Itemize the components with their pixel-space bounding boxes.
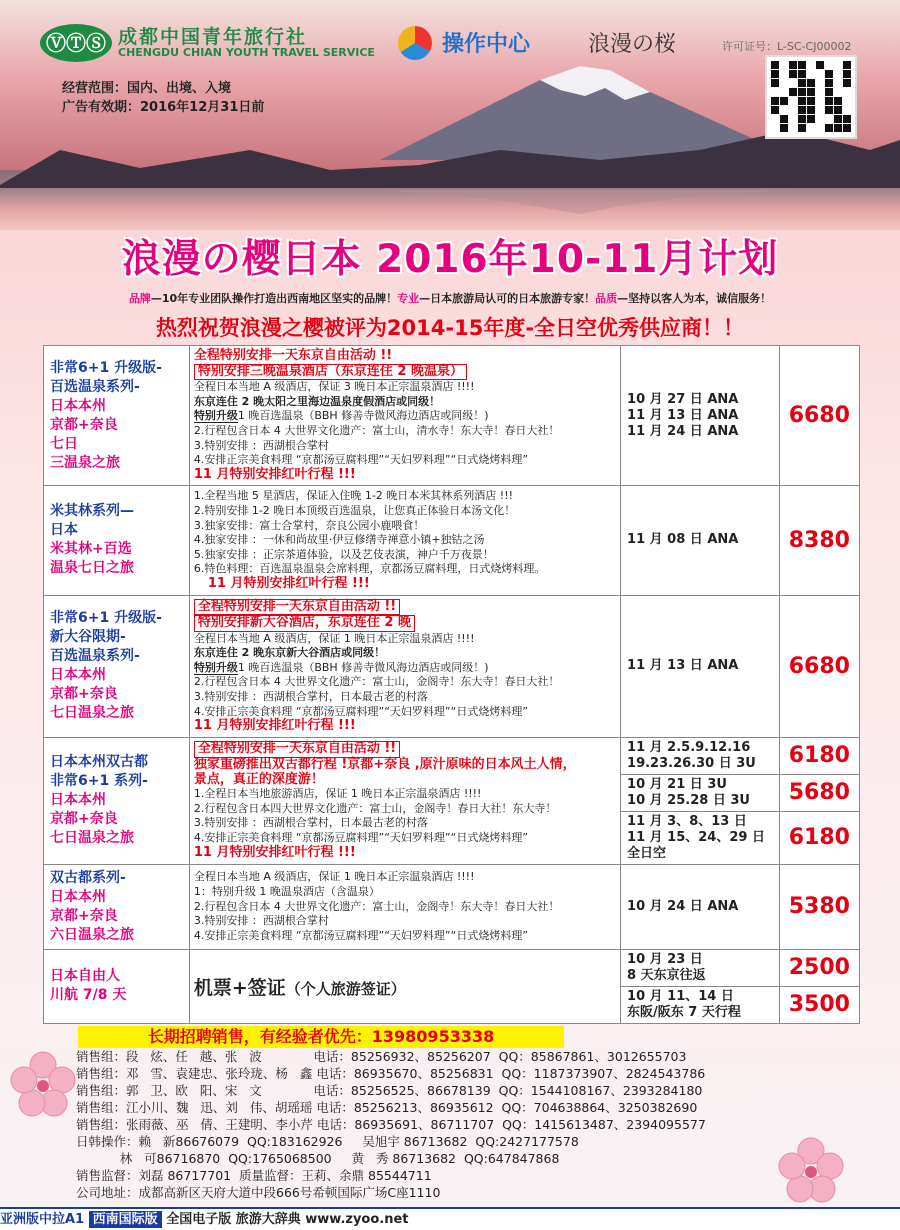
tour-detail-line: 独家重磅推出双古都行程 !京都+奈良 ,原汁原味的日本风土人情， bbox=[193, 757, 576, 773]
contact-line: 林 可86716870 QQ:1765068500 黄 秀 86713682 QQ:647847868 bbox=[76, 1151, 560, 1166]
departure-dates bbox=[621, 986, 780, 1023]
tour-detail-line: 2.行程包含日本 4 大世界文化遗产：富士山，清水寺！东大寺！春日大社！ bbox=[193, 423, 560, 437]
tour-detail-line: 4.安排正宗美食料理 “京都汤豆腐料理”“天妇罗料理”“日式烧烤料理” bbox=[193, 831, 529, 845]
tour-detail-line: 全程日本当地 A 级酒店，保证 1 晚日本正宗温泉酒店 !!!! bbox=[193, 870, 475, 884]
tour-name-line: 七日温泉之旅 bbox=[50, 830, 134, 847]
tour-detail-cell bbox=[189, 737, 620, 864]
departure-line: 10 月 11、14 日 bbox=[627, 988, 734, 1004]
tour-detail-line: 1：特别升级 1 晚温泉酒店（含温泉） bbox=[193, 884, 380, 898]
tour-detail-line bbox=[194, 409, 616, 424]
departure-line: 11 月 24 日 ANA bbox=[627, 423, 739, 439]
tour-price: 3500 bbox=[779, 986, 859, 1023]
slogan-keyword: 品质 bbox=[595, 292, 618, 305]
tour-name-line: 七日 bbox=[50, 435, 78, 452]
departure-line: 11 月 15、24、29 日 bbox=[627, 829, 765, 845]
contact-line: 销售组：江小川、魏 迅、刘 伟、胡瑶瑶 电话：85256213、86935612 QQ：704638864、3250382690 bbox=[76, 1100, 698, 1115]
slogan-keyword: 专业 bbox=[397, 292, 420, 305]
recruitment-banner: 长期招聘销售，有经验者优先：13980953338 bbox=[78, 1026, 564, 1048]
tour-name-cell bbox=[44, 949, 190, 1023]
tour-detail-line: 6.特色料理：百选温泉温泉会席料理，京都汤豆腐料理，日式烧烤料理。 bbox=[193, 562, 546, 576]
slogan-keyword: 品牌 bbox=[128, 292, 151, 305]
departure-line: 11 月 08 日 ANA bbox=[627, 532, 739, 548]
tour-name-line: 七日温泉之旅 bbox=[50, 705, 134, 722]
tour-detail-line: 3.特别安排 ：西湖根合掌村 bbox=[193, 438, 329, 452]
tour-name-line: 温泉七日之旅 bbox=[50, 560, 134, 577]
contact-line: 销售监督：刘磊 86717701 质量监督：王莉、余鼎 85544711 bbox=[76, 1168, 432, 1183]
departure-line: 10 月 27 日 ANA bbox=[627, 391, 739, 407]
contact-line: 销售组：张雨薇、巫 倩、王建明、李小芹 电话：86935691、86711707 QQ：1415613487、2394095577 bbox=[76, 1117, 706, 1132]
tour-detail-line: 3.特别安排 ：西湖根合掌村，日本最古老的村落 bbox=[193, 690, 428, 704]
tour-name-line: 京都+奈良 bbox=[50, 907, 118, 924]
departure-line: 11 月 2.5.9.12.16 bbox=[627, 739, 751, 755]
highlight-box: 全程特别安排一天东京自由活动 !! bbox=[194, 741, 400, 758]
tour-price: 8380 bbox=[779, 486, 859, 595]
sakura-flower-icon bbox=[776, 1136, 846, 1206]
ad-validity: 广告有效期：2016年12月31日前 bbox=[62, 100, 265, 115]
agency-name-cn: 成都中国青年旅行社 bbox=[118, 26, 308, 48]
footer-title: 全国电子版 旅游大辞典 bbox=[166, 1212, 301, 1227]
departure-line: 19.23.26.30 日 3U bbox=[627, 755, 756, 771]
tour-detail-line: 东京连住 2 晚太阳之里海边温泉度假酒店或同级！ bbox=[193, 394, 441, 408]
cyts-logo: ⓋⓉⓈ bbox=[40, 24, 112, 62]
contact-line: 公司地址：成都高新区天府大道中段666号希顿国际广场C座1110 bbox=[76, 1185, 441, 1200]
tour-detail-line: 11 月特别安排红叶行程 !!! bbox=[207, 575, 370, 591]
tour-name-line: 日本本州 bbox=[50, 888, 106, 905]
departure-line: 11 月 13 日 ANA bbox=[627, 407, 739, 423]
tour-name-line: 日本本州 bbox=[50, 667, 106, 684]
tour-detail-line: 全程日本当地 A 级酒店，保证 1 晚日本正宗温泉酒店 !!!! bbox=[193, 631, 475, 645]
tour-name-cell bbox=[44, 737, 190, 864]
slogan-text: —日本旅游局认可的日本旅游专家！ bbox=[419, 292, 596, 305]
tour-detail-line: 全程日本当地 A 级酒店，保证 3 晚日本正宗温泉酒店 !!!! bbox=[193, 380, 475, 394]
tour-detail-line: 11 月特别安排红叶行程 !!! bbox=[193, 844, 356, 860]
operation-center-icon bbox=[398, 26, 432, 60]
departure-line: 10 月 23 日 bbox=[627, 951, 703, 967]
tour-row bbox=[44, 737, 860, 774]
tour-row bbox=[44, 346, 860, 486]
license-number: 许可证号：L-SC-CJ00002 bbox=[722, 40, 852, 53]
tour-price: 6680 bbox=[779, 595, 859, 737]
tour-name-line: 京都+奈良 bbox=[50, 686, 118, 703]
tour-row bbox=[44, 949, 860, 986]
contact-line: 日韩操作：赖 新86676079 QQ:183162926 吴旭宇 86713682 QQ:2427177578 bbox=[76, 1134, 579, 1149]
contact-line: 销售组：段 炫、任 越、张 波 电话：85256932、85256207 QQ：85867861、3012655703 bbox=[76, 1049, 687, 1064]
tour-name-line: 京都+奈良 bbox=[50, 811, 118, 828]
departure-dates bbox=[621, 774, 780, 811]
departure-dates bbox=[621, 737, 780, 774]
tour-price: 6180 bbox=[779, 811, 859, 864]
upgrade-tag: 特别升级 bbox=[193, 409, 238, 423]
tour-name-line: 非常6+1 系列- bbox=[50, 773, 148, 790]
tour-name-line: 双古都系列- bbox=[50, 869, 126, 886]
sakura-flower-icon bbox=[8, 1050, 78, 1120]
departure-dates bbox=[621, 949, 780, 986]
tour-name-cell bbox=[44, 864, 190, 949]
tour-row bbox=[44, 486, 860, 595]
tour-detail-line bbox=[194, 741, 616, 758]
footer-bar bbox=[0, 1207, 900, 1230]
departure-line: 11 月 3、8、13 日 bbox=[627, 813, 747, 829]
tour-detail-line: 2.行程包含日本四大世界文化遗产：富士山，金阁寺！春日大社！东大寺！ bbox=[193, 801, 557, 815]
tour-price: 6180 bbox=[779, 737, 859, 774]
tour-detail-line: 11 月特别安排红叶行程 !!! bbox=[193, 718, 356, 734]
tour-price: 2500 bbox=[779, 949, 859, 986]
tour-price: 5680 bbox=[779, 774, 859, 811]
tour-name-line: 三温泉之旅 bbox=[50, 454, 120, 471]
tour-detail-line bbox=[194, 364, 616, 381]
tour-name-line: 日本自由人 bbox=[50, 968, 120, 985]
tour-detail-cell bbox=[189, 864, 620, 949]
departure-dates bbox=[621, 595, 780, 737]
contact-line: 销售组：郭 卫、欧 阳、宋 文 电话：85256525、86678139 QQ：1544108167、2393284180 bbox=[76, 1083, 703, 1098]
tour-detail-line: 2.行程包含日本 4 大世界文化遗产：富士山，金阁寺！东大寺！春日大社！ bbox=[193, 675, 560, 689]
operation-center-label: 操作中心 bbox=[442, 32, 531, 57]
tour-detail-line bbox=[194, 599, 616, 616]
tour-detail-cell bbox=[189, 486, 620, 595]
departure-line: 全日空 bbox=[627, 845, 667, 861]
tour-price: 5380 bbox=[779, 864, 859, 949]
tour-detail-line: 4.安排正宗美食料理 “京都汤豆腐料理”“天妇罗料理”“日式烧烤料理” bbox=[193, 453, 529, 467]
departure-line: 10 月 24 日 ANA bbox=[627, 898, 739, 914]
tour-detail-cell bbox=[189, 949, 620, 1023]
departure-line: 11 月 13 日 ANA bbox=[627, 658, 739, 674]
tour-detail-line: 景点，真正的深度游！ bbox=[193, 771, 324, 787]
tour-detail-line: 3.独家安排：富士合掌村，奈良公园小鹿喂食！ bbox=[193, 518, 425, 532]
tour-detail-line: 2.行程包含日本 4 大世界文化遗产：富士山，金阁寺！东大寺！春日大社！ bbox=[193, 899, 560, 913]
tour-table bbox=[43, 345, 860, 1024]
tour-detail-line: 3.特别安排 ：西湖根合掌村 bbox=[193, 914, 329, 928]
tour-detail-line: 5.独家安排 ：正宗茶道体验，以及艺伎表演，神户千万夜景！ bbox=[193, 547, 494, 561]
departure-dates bbox=[621, 486, 780, 595]
tour-detail-line: 4.安排正宗美食料理 “京都汤豆腐料理”“天妇罗料理”“日式烧烤料理” bbox=[193, 928, 529, 942]
tour-name-cell bbox=[44, 346, 190, 486]
departure-line: 东阪/阪东 7 天行程 bbox=[627, 1004, 741, 1020]
tour-row bbox=[44, 864, 860, 949]
footer-chip: 西南国际版 bbox=[89, 1211, 162, 1228]
tour-detail-line bbox=[194, 963, 616, 1010]
departure-dates bbox=[621, 864, 780, 949]
departure-line: 10 月 25.28 日 3U bbox=[627, 792, 750, 808]
slogan-text: —坚持以客人为本，诚信服务！ bbox=[617, 292, 772, 305]
tour-detail-cell bbox=[189, 595, 620, 737]
tour-name-line: 新大谷限期- bbox=[50, 629, 126, 646]
tour-detail-line: 4.安排正宗美食料理 “京都汤豆腐料理”“天妇罗料理”“日式烧烤料理” bbox=[193, 704, 529, 718]
brand-name: 浪漫の桜 bbox=[588, 32, 677, 57]
slogan-line bbox=[30, 290, 870, 306]
tour-detail-line bbox=[194, 661, 616, 676]
tour-detail-cell bbox=[189, 346, 620, 486]
departure-dates bbox=[621, 811, 780, 864]
tour-detail-line: 11 月特别安排红叶行程 !!! bbox=[193, 466, 356, 482]
page-headline: 浪漫の樱日本 2016年10-11月计划 bbox=[121, 237, 779, 282]
departure-dates bbox=[621, 346, 780, 486]
contact-line: 销售组：邓 雪、袁建忠、张玲珑、杨 鑫 电话：86935670、85256831 QQ：1187373907、2824543786 bbox=[76, 1066, 706, 1081]
tour-row bbox=[44, 595, 860, 737]
tour-detail-line: 东京连住 2 晚东京新大谷酒店或同级！ bbox=[193, 646, 386, 660]
highlight-box: 特别安排新大谷酒店，东京连住 2 晚 bbox=[194, 615, 415, 632]
tour-name-line: 京都+奈良 bbox=[50, 416, 118, 433]
tour-name-cell bbox=[44, 486, 190, 595]
footer-url-link[interactable]: www.zyoo.net bbox=[305, 1212, 409, 1227]
tour-detail-line: 1.全程日本当地旅游酒店，保证 1 晚日本正宗温泉酒店 !!!! bbox=[193, 787, 482, 801]
upgrade-text: 1 晚百选温泉（BBH 修善寺微风海边酒店或同级！) bbox=[237, 409, 489, 423]
tour-name-line: 米其林系列— bbox=[50, 503, 134, 520]
departure-line: 8 天东京往返 bbox=[627, 967, 706, 983]
tour-name-line: 川航 7/8 天 bbox=[50, 987, 127, 1004]
tour-detail-line: 1.全程当地 5 星酒店，保证入住晚 1-2 晚日本米其林系列酒店 !!! bbox=[193, 489, 514, 503]
upgrade-tag: 特别升级 bbox=[193, 660, 238, 674]
tour-detail-line: 2.特别安排 1-2 晚日本顶级百选温泉，让您真正体验日本汤文化！ bbox=[193, 503, 516, 517]
tour-name-line: 非常6+1 升级版- bbox=[50, 359, 162, 376]
slogan-text: —10年专业团队操作打造出西南地区坚实的品牌！ bbox=[150, 292, 398, 305]
footer-edition: 亚洲版中拉A1 bbox=[0, 1212, 85, 1227]
business-scope: 经营范围：国内、出境、入境 bbox=[62, 81, 232, 96]
highlight-box: 特别安排三晚温泉酒店（东京连住 2 晚温泉） bbox=[194, 364, 467, 381]
tour-name-cell bbox=[44, 595, 190, 737]
tour-price: 6680 bbox=[779, 346, 859, 486]
tour-name-line: 日本本州 bbox=[50, 397, 106, 414]
tour-name-line: 日本本州 bbox=[50, 792, 106, 809]
tour-name-line: 非常6+1 升级版- bbox=[50, 610, 162, 627]
tour-detail-line: 3.特别安排 ：西湖根合掌村，日本最古老的村落 bbox=[193, 816, 428, 830]
package-note: （个人旅游签证） bbox=[285, 979, 406, 998]
tour-detail-line: 4.独家安排 ：一休和尚故里·伊豆修缮寺禅意小镇+独钴之汤 bbox=[193, 533, 485, 547]
departure-line: 10 月 21 日 3U bbox=[627, 776, 727, 792]
tour-name-line: 百选温泉系列- bbox=[50, 648, 140, 665]
tour-name-line: 六日温泉之旅 bbox=[50, 926, 134, 943]
tour-name-line: 百选温泉系列- bbox=[50, 378, 140, 395]
award-congratulations: 热烈祝贺浪漫之樱被评为2014-15年度-全日空优秀供应商！！ bbox=[155, 316, 745, 340]
tour-detail-line: 全程特别安排一天东京自由活动 !! bbox=[193, 348, 393, 363]
qr-code-icon bbox=[765, 55, 857, 139]
agency-name-en: CHENGDU CHIAN YOUTH TRAVEL SERVICE bbox=[118, 46, 375, 59]
package-title: 机票+签证 bbox=[193, 976, 286, 999]
tour-detail-line bbox=[194, 615, 616, 632]
tour-name-line: 日本本州双古都 bbox=[50, 754, 148, 771]
tour-name-line: 米其林+百选 bbox=[50, 541, 132, 558]
contact-list bbox=[76, 1048, 706, 1201]
highlight-box: 全程特别安排一天东京自由活动 !! bbox=[194, 599, 400, 616]
upgrade-text: 1 晚百选温泉（BBH 修善寺微风海边酒店或同级！) bbox=[237, 660, 489, 674]
tour-name-line: 日本 bbox=[50, 522, 78, 539]
